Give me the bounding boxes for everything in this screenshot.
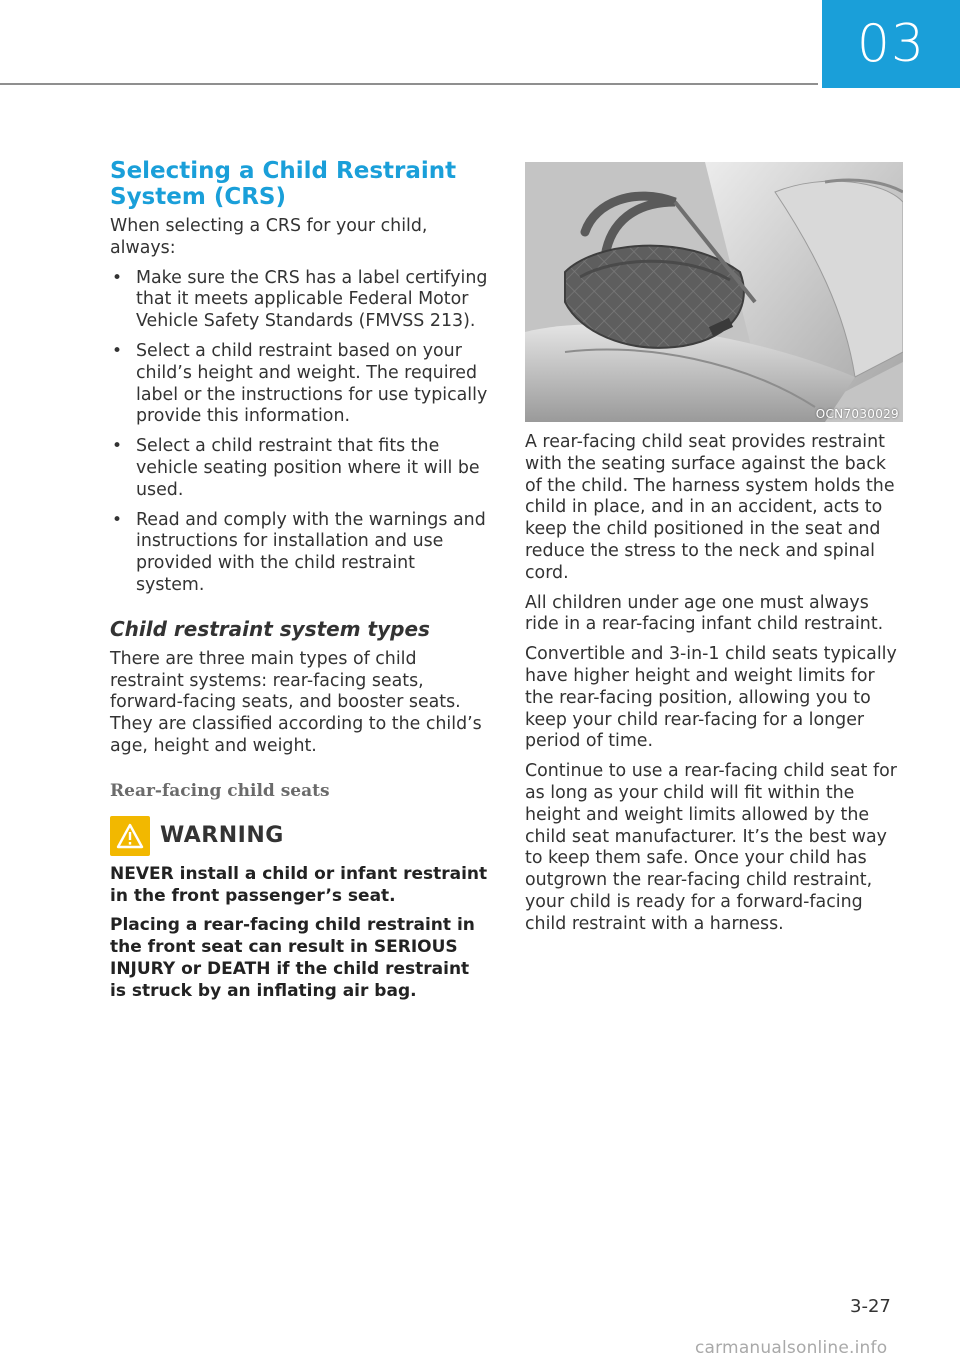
list-item bbox=[110, 341, 488, 428]
bullet-dot-icon: • bbox=[112, 509, 123, 530]
list-item bbox=[110, 436, 488, 501]
section-title-line-2: System (CRS) bbox=[110, 184, 286, 210]
bullet-dot-icon: • bbox=[112, 436, 123, 457]
warning-text-1: NEVER install a child or infant restraint in the front passenger’s seat. bbox=[110, 863, 488, 906]
right-column bbox=[525, 162, 903, 936]
types-text: There are three main types of child restraint systems: rear-facing seats, forward-facing seats, and booster seats. They are classified according to the child’s age, height and weight. bbox=[110, 648, 482, 756]
page-number: 3-27 bbox=[850, 1296, 891, 1317]
figure-code: OCN7030029 bbox=[815, 407, 899, 421]
seat-photo-icon bbox=[525, 162, 903, 422]
section-title bbox=[110, 158, 488, 210]
rear-facing-seat-illustration bbox=[525, 162, 903, 422]
bullet-text: Read and comply with the warnings and instructions for installation and use provided with the child restraint system. bbox=[136, 509, 486, 595]
rear-facing-title: Rear-facing child seats bbox=[110, 780, 330, 801]
warning-header bbox=[110, 816, 488, 856]
header-rule bbox=[0, 83, 818, 85]
left-column bbox=[110, 158, 488, 1003]
watermark: carmanualsonline.info bbox=[695, 1338, 888, 1358]
list-item bbox=[110, 268, 488, 333]
bullet-text: Select a child restraint based on your child’s height and weight. The required label or the instructions for use typically provide this information. bbox=[136, 340, 488, 427]
intro-text: When selecting a CRS for your child, always: bbox=[110, 216, 428, 258]
bullet-text: Select a child restraint that fits the vehicle seating position where it will be used. bbox=[136, 436, 480, 500]
rear-facing-paragraph-1: A rear-facing child seat provides restraint with the seating surface against the back of the child. The harness system holds the child in place, and in an accident, acts to keep the child positioned in the seat and reduce the stress to the neck and spinal cord. bbox=[525, 432, 895, 583]
chapter-tab: 03 bbox=[822, 0, 960, 88]
bullet-dot-icon: • bbox=[112, 267, 123, 288]
bullet-dot-icon: • bbox=[112, 340, 123, 361]
selection-bullet-list bbox=[110, 268, 488, 597]
warning-label: WARNING bbox=[160, 823, 284, 849]
list-item bbox=[110, 510, 488, 597]
types-title: Child restraint system types bbox=[110, 616, 430, 641]
rear-facing-paragraph-3: Convertible and 3-in-1 child seats typically have higher height and weight limits for the rear-facing position, allowing you to keep your child rear-facing for a longer period of time. bbox=[525, 644, 897, 752]
rear-facing-paragraph-2: All children under age one must always ride in a rear-facing infant child restraint. bbox=[525, 592, 884, 635]
bullet-text: Make sure the CRS has a label certifying that it meets applicable Federal Motor Vehicle Safety Standards (FMVSS 213). bbox=[136, 267, 488, 332]
section-title-line-1: Selecting a Child Restraint bbox=[110, 158, 457, 184]
warning-text-2: Placing a rear-facing child restraint in the front seat can result in SERIOUS INJURY or DEATH if the child restraint is struck by an inflating air bag. bbox=[110, 915, 475, 1001]
warning-triangle-icon bbox=[110, 816, 150, 856]
rear-facing-paragraph-4: Continue to use a rear-facing child seat for as long as your child will fit within the height and weight limits allowed by the child seat manufacturer. It’s the best way to keep them safe. Once your child has outgrown the rear-facing child restraint, your child is ready for a forward-facing child restraint with a harness. bbox=[525, 761, 897, 934]
